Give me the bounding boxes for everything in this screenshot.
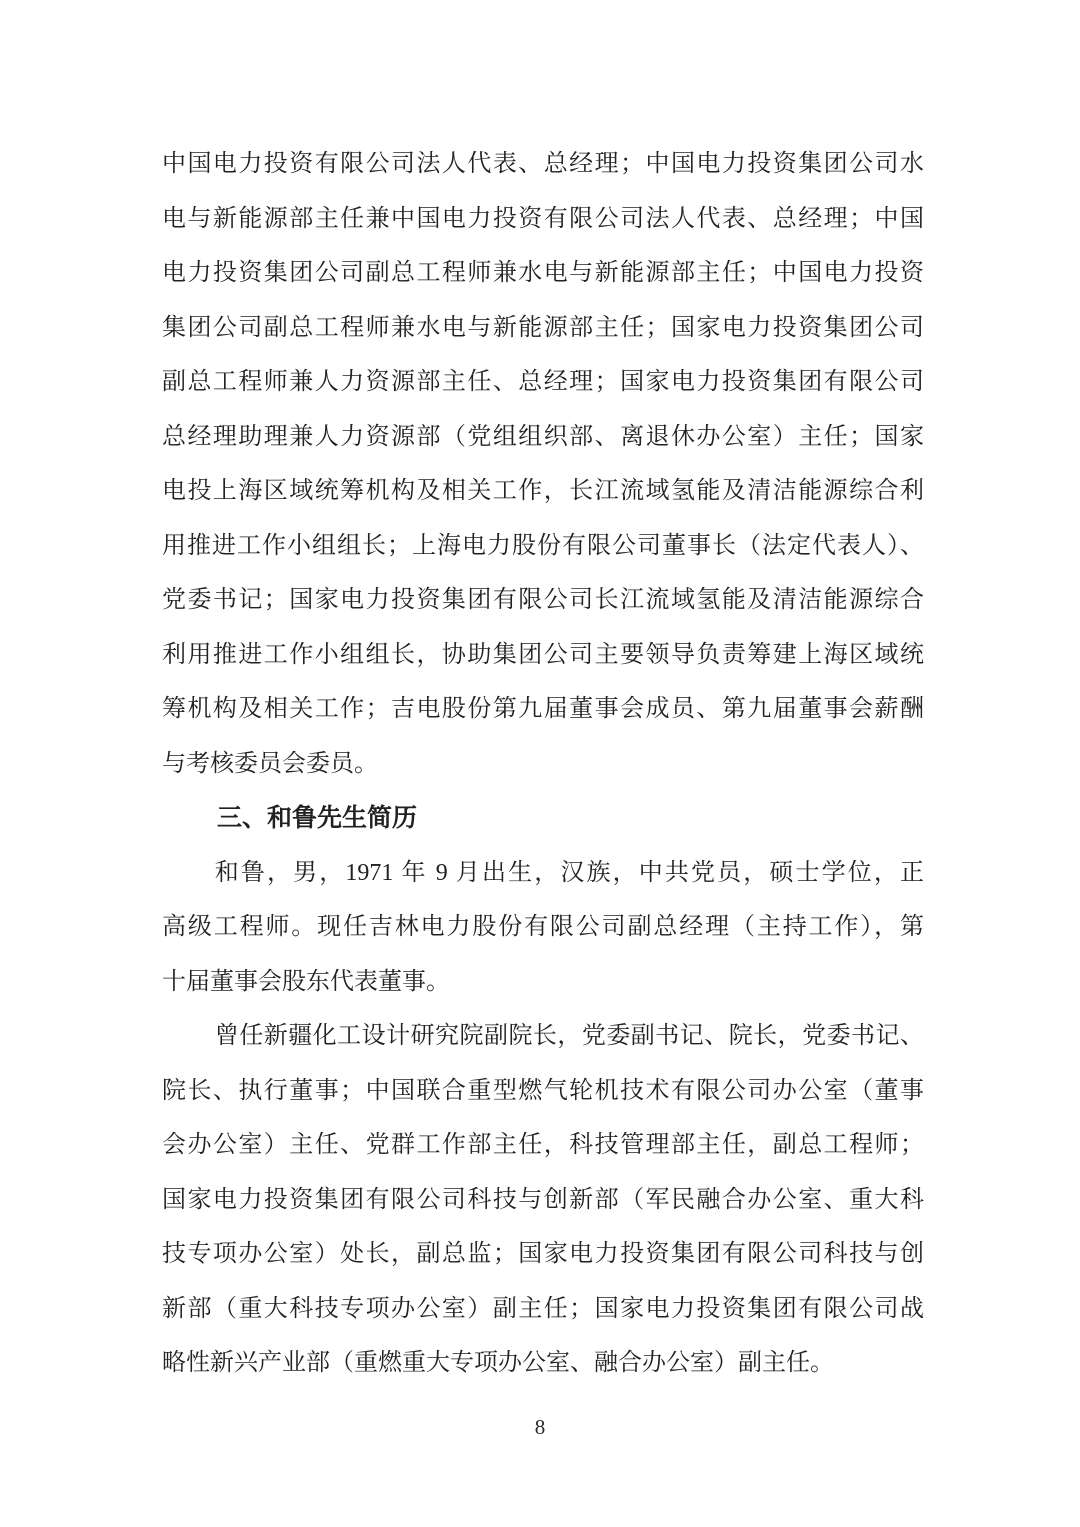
text-line: 电投上海区域统筹机构及相关工作，长江流域氢能及清洁能源综合利 bbox=[162, 478, 924, 504]
text-line: 技专项办公室）处长，副总监；国家电力投资集团有限公司科技与创 bbox=[162, 1241, 924, 1267]
text-line: 中国电力投资有限公司法人代表、总经理；中国电力投资集团公司水 bbox=[162, 151, 924, 177]
text-line: 新部（重大科技专项办公室）副主任；国家电力投资集团有限公司战 bbox=[162, 1295, 924, 1322]
text-line: 会办公室）主任、党群工作部主任，科技管理部主任，副总工程师； bbox=[162, 1132, 924, 1158]
text-line: 与考核委员会委员。 bbox=[162, 750, 378, 777]
document-body bbox=[162, 137, 924, 1391]
text-line: 高级工程师。现任吉林电力股份有限公司副总经理（主持工作），第 bbox=[162, 914, 924, 940]
text-line: 国家电力投资集团有限公司科技与创新部（军民融合办公室、重大科 bbox=[162, 1186, 924, 1213]
text-line: 筹机构及相关工作；吉电股份第九届董事会成员、第九届董事会薪酬 bbox=[162, 696, 924, 722]
text-line: 院长、执行董事；中国联合重型燃气轮机技术有限公司办公室（董事 bbox=[162, 1077, 924, 1104]
text-line: 利用推进工作小组组长，协助集团公司主要领导负责筹建上海区域统 bbox=[162, 641, 924, 668]
paragraph-bio-history bbox=[162, 1009, 924, 1391]
text-line: 用推进工作小组组长；上海电力股份有限公司董事长（法定代表人）、 bbox=[162, 532, 924, 559]
text-line: 党委书记；国家电力投资集团有限公司长江流域氢能及清洁能源综合 bbox=[162, 587, 924, 613]
text-line: 和鲁，男，1971 年 9 月出生，汉族，中共党员，硕士学位，正 bbox=[214, 859, 924, 886]
page-number: 8 bbox=[534, 1415, 546, 1439]
section-heading: 三、和鲁先生简历 bbox=[217, 804, 418, 832]
text-line: 总经理助理兼人力资源部（党组组织部、离退休办公室）主任；国家 bbox=[162, 423, 924, 450]
text-line: 电力投资集团公司副总工程师兼水电与新能源部主任；中国电力投资 bbox=[162, 260, 924, 286]
text-line: 十届董事会股东代表董事。 bbox=[162, 968, 450, 995]
text-line: 电与新能源部主任兼中国电力投资有限公司法人代表、总经理；中国 bbox=[162, 205, 924, 232]
text-line: 略性新兴产业部（重燃重大专项办公室、融合办公室）副主任。 bbox=[162, 1350, 834, 1376]
text-line: 曾任新疆化工设计研究院副院长，党委副书记、院长，党委书记、 bbox=[214, 1023, 924, 1049]
paragraph-continuation bbox=[162, 137, 924, 791]
paragraph-bio-current bbox=[162, 846, 924, 1010]
text-line: 集团公司副总工程师兼水电与新能源部主任；国家电力投资集团公司 bbox=[162, 314, 924, 341]
text-line: 副总工程师兼人力资源部主任、总经理；国家电力投资集团有限公司 bbox=[162, 369, 924, 395]
